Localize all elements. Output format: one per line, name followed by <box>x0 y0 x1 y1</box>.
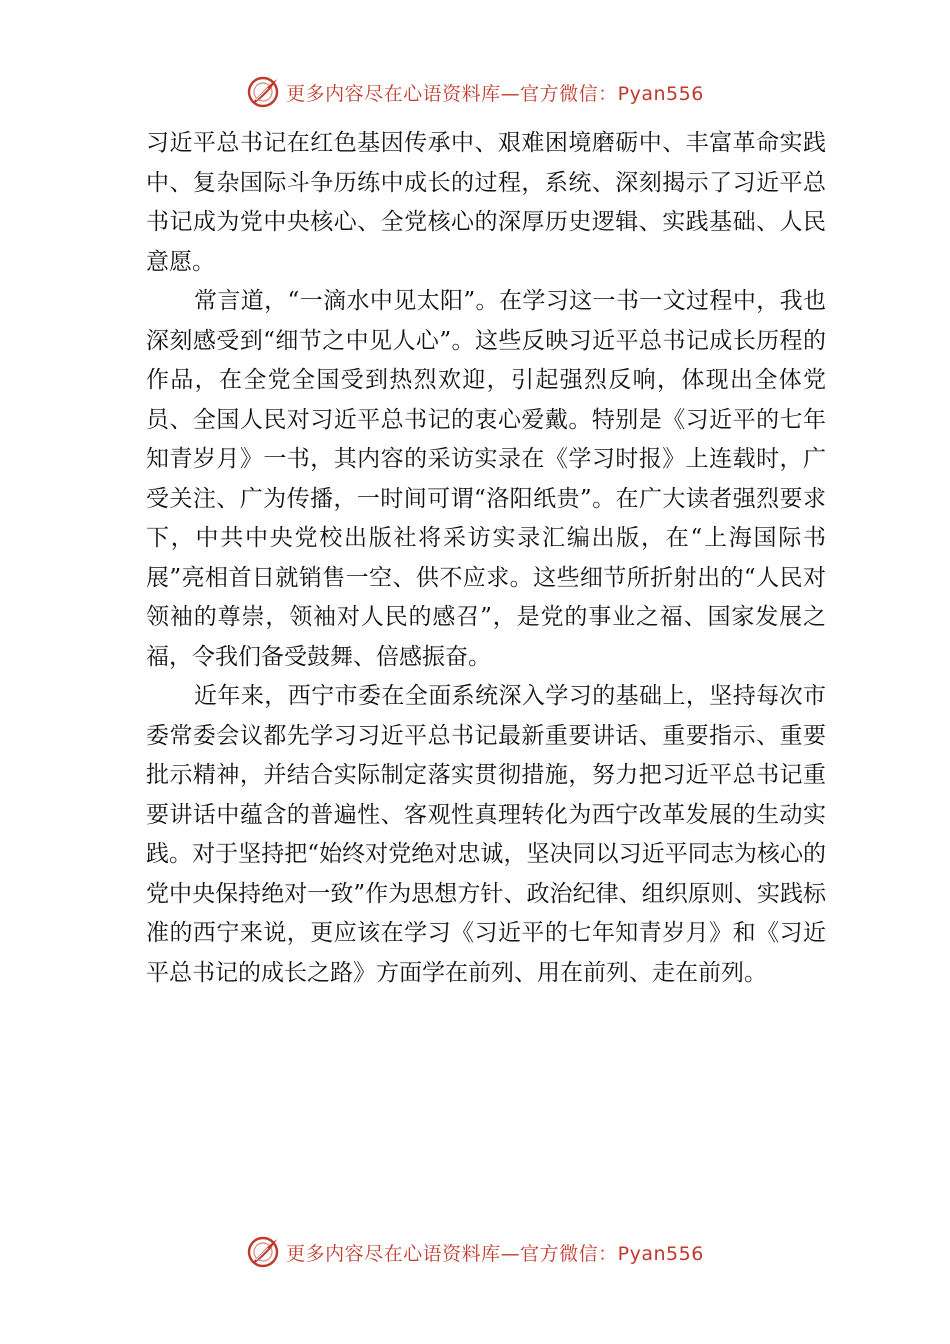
header-banner-text: 更多内容尽在心语资料库—官方微信：Pyan556 <box>286 82 704 105</box>
header-banner-inner <box>246 75 704 109</box>
paragraph-1: 习近平总书记在红色基因传承中、艰难困境磨砺中、丰富革命实践中、复杂国际斗争历练中成长的过程，系统、深刻揭示了习近平总书记成为党中央核心、全党核心的深厚历史逻辑、实践基础、人民意愿。 <box>146 130 826 275</box>
footer-banner-text: 更多内容尽在心语资料库—官方微信：Pyan556 <box>286 1242 704 1265</box>
paragraph-2: 常言道，“一滴水中见太阳”。在学习这一书一文过程中，我也深刻感受到“细节之中见人心”。这些反映习近平总书记成长历程的作品，在全党全国受到热烈欢迎，引起强烈反响，体现出全体党员、全国人民对习近平总书记的衷心爱戴。特别是《习近平的七年知青岁月》一书，其内容的采访实录在《学习时报》上连载时，广受关注、广为传播，一时间可谓“洛阳纸贵”。在广大读者强烈要求下，中共中央党校出版社将采访实录汇编出版，在“上海国际书展”亮相首日就销售一空、供不应求。这些细节所折射出的“人民对领袖的尊崇，领袖对人民的感召”，是党的事业之福、国家发展之福，令我们备受鼓舞、倍感振奋。 <box>146 288 826 670</box>
quill-seal-icon <box>246 75 280 109</box>
footer-banner-inner <box>246 1235 704 1269</box>
header-banner <box>0 72 950 112</box>
quill-seal-icon <box>246 1235 280 1269</box>
document-body <box>146 124 826 993</box>
footer-banner <box>0 1232 950 1272</box>
paragraph-3: 近年来，西宁市委在全面系统深入学习的基础上，坚持每次市委常委会议都先学习习近平总书记最新重要讲话、重要指示、重要批示精神，并结合实际制定落实贯彻措施，努力把习近平总书记重要讲话中蕴含的普遍性、客观性真理转化为西宁改革发展的生动实践。对于坚持把“始终对党绝对忠诚，坚决同以习近平同志为核心的党中央保持绝对一致”作为思想方针、政治纪律、组织原则、实践标准的西宁来说，更应该在学习《习近平的七年知青岁月》和《习近平总书记的成长之路》方面学在前列、用在前列、走在前列。 <box>146 683 826 986</box>
